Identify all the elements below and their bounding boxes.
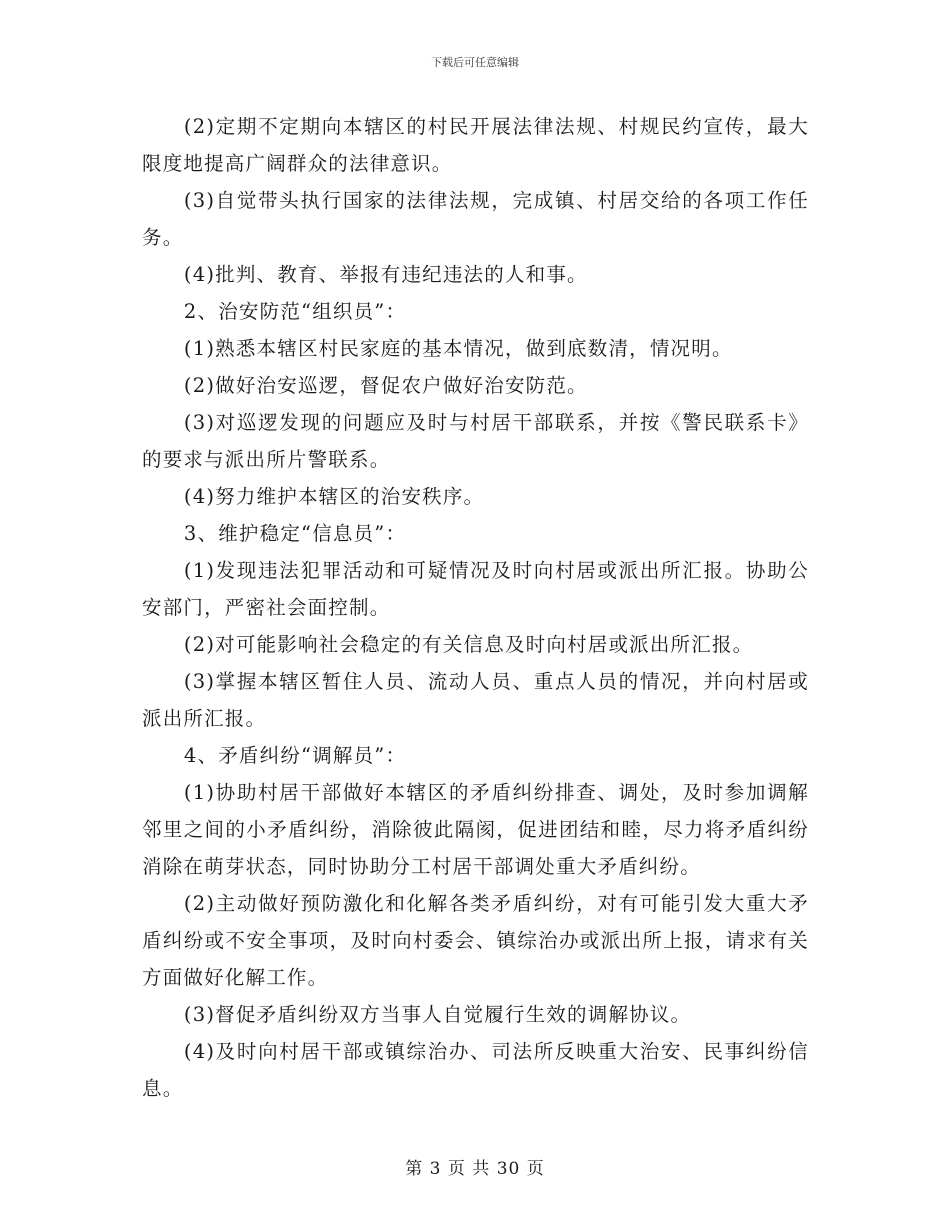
paragraph: (1)协助村居干部做好本辖区的矛盾纠纷排查、调处，及时参加调解邻里之间的小矛盾纠纷，消除彼此隔阂，促进团结和睦，尽力将矛盾纠纷消除在萌芽状态，同时协助分工村居干部调处重大矛盾纠纷。 [142, 781, 809, 878]
paragraph: (3)掌握本辖区暂住人员、流动人员、重点人员的情况，并向村居或派出所汇报。 [142, 670, 809, 730]
paragraph: (2)定期不定期向本辖区的村民开展法律法规、村规民约宣传，最大限度地提高广阔群众的法律意识。 [142, 115, 809, 175]
paragraph: (3)对巡逻发现的问题应及时与村居干部联系，并按《警民联系卡》的要求与派出所片警联系。 [142, 411, 809, 471]
paragraph: (1)熟悉本辖区村民家庭的基本情况，做到底数清，情况明。 [183, 337, 733, 360]
paragraph: (2)做好治安巡逻，督促农户做好治安防范。 [183, 374, 588, 397]
paragraph: (3)自觉带头执行国家的法律法规，完成镇、村居交给的各项工作任务。 [142, 189, 809, 249]
paragraph: (4)批判、教育、举报有违纪违法的人和事。 [183, 263, 588, 286]
paragraph: (4)努力维护本辖区的治安秩序。 [183, 485, 485, 508]
paragraph: (1)发现违法犯罪活动和可疑情况及时向村居或派出所汇报。协助公安部门，严密社会面控制。 [142, 559, 809, 619]
paragraph: (2)对可能影响社会稳定的有关信息及时向村居或派出所汇报。 [183, 633, 754, 656]
section-heading: 3、维护稳定“信息员”： [183, 522, 407, 545]
paragraph: (2)主动做好预防激化和化解各类矛盾纠纷，对有可能引发大重大矛盾纠纷或不安全事项，及时向村委会、镇综治办或派出所上报，请求有关方面做好化解工作。 [142, 892, 809, 989]
paragraph: (3)督促矛盾纠纷双方当事人自觉履行生效的调解协议。 [183, 1003, 692, 1026]
section-heading: 4、矛盾纠纷“调解员”： [183, 744, 407, 767]
section-heading: 2、治安防范“组织员”： [183, 300, 407, 323]
paragraph: (4)及时向村居干部或镇综治办、司法所反映重大治安、民事纠纷信息。 [142, 1040, 809, 1100]
page-header-note: 下载后可任意编辑 [431, 56, 519, 69]
page-number: 第 3 页 共 30 页 [405, 1159, 545, 1179]
document-body [142, 108, 809, 1107]
